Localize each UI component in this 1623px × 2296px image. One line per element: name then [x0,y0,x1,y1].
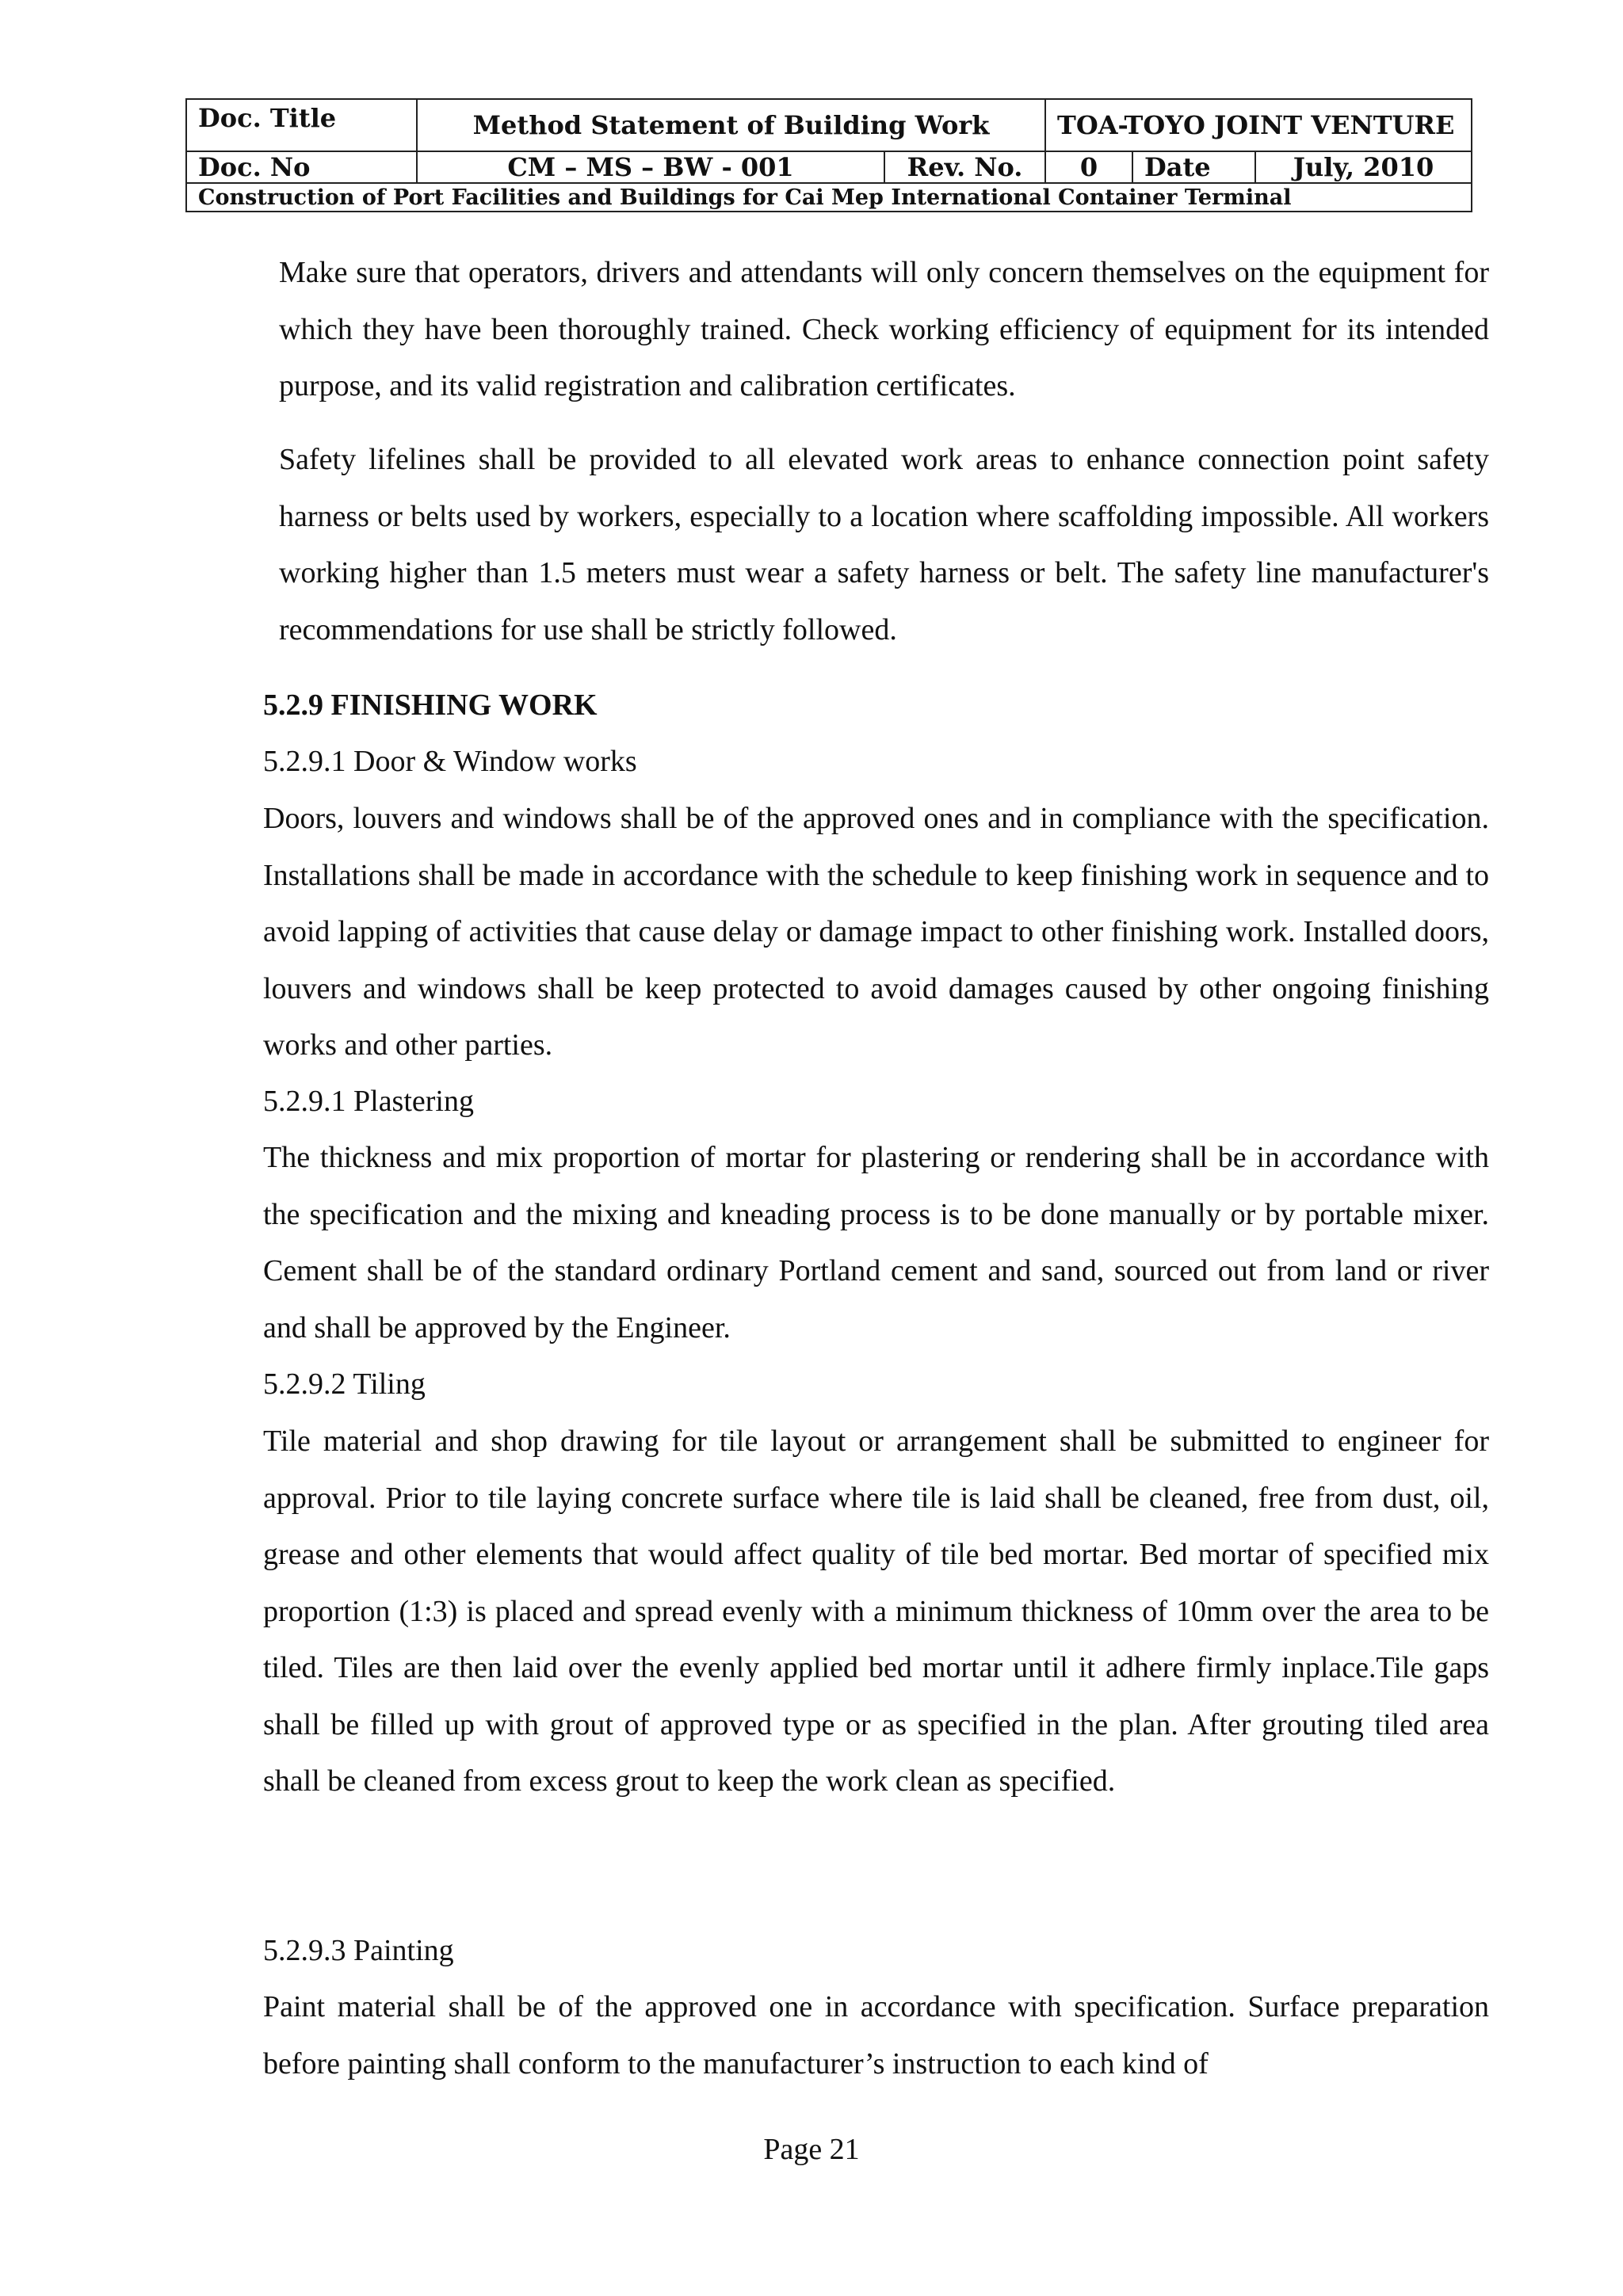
subheading-plastering: 5.2.9.1 Plastering [263,1085,474,1118]
paragraph-tiling: Tile material and shop drawing for tile layout or arrangement shall be submitted to engineer for approval. Prior to tile laying concrete surface where tile is laid shall be cleaned, free from dust, oil, grease and other elements that would affect quality of tile bed mortar. Bed mortar of specified mix proportion (1:3) is placed and spread evenly with a minimum thickness of 10mm over the area to be tiled. Tiles are then laid over the evenly applied bed mortar until it adhere firmly inplace.Tile gaps shall be filled up with grout of approved type or as specified in the plan. After grouting tiled area shall be cleaned from excess grout to keep the work clean as specified. [263,1425,1489,1798]
rev-no-value: 0 [1045,151,1132,183]
subheading-tiling: 5.2.9.2 Tiling [263,1367,426,1401]
page-number: Page 21 [763,2133,860,2166]
rev-no-label: Rev. No. [884,151,1045,183]
doc-title-label: Doc. Title [186,99,417,151]
subheading-door-window: 5.2.9.1 Door & Window works [263,745,637,778]
paragraph-plastering: The thickness and mix proportion of mortar for plastering or rendering shall be in accordance with the specification and the mixing and kneading process is to be done manually or by portable mixer. Cement shall be of the standard ordinary Portland cement and sand, sourced out from land or river and shall be approved by the Engineer. [263,1141,1489,1344]
doc-no-value: CM – MS – BW - 001 [417,151,884,183]
document-header-table [185,98,1472,212]
paragraph-equipment: Make sure that operators, drivers and attendants will only concern themselves on the equipment for which they have been thoroughly trained. Check working efficiency of equipment for its intended purpose, and its valid registration and calibration certificates. [279,256,1489,402]
date-value: July, 2010 [1255,151,1472,183]
paragraph-safety-lifelines: Safety lifelines shall be provided to all elevated work areas to enhance connection point safety harness or belts used by workers, especially to a location where scaffolding impossible. All workers working higher than 1.5 meters must wear a safety harness or belt. The safety line manufacturer's recommendations for use shall be strictly followed. [279,443,1489,646]
date-label: Date [1132,151,1255,183]
paragraph-door-window: Doors, louvers and windows shall be of the approved ones and in compliance with the specification. Installations shall be made in accordance with the schedule to keep finishing work in sequence and to avoid lapping of activities that cause delay or damage impact to other finishing work. Installed doors, louvers and windows shall be keep protected to avoid damages caused by other ongoing finishing works and other parties. [263,802,1489,1062]
subheading-painting: 5.2.9.3 Painting [263,1934,454,1967]
doc-title-value: Method Statement of Building Work [417,99,1045,151]
doc-no-label: Doc. No [186,151,417,183]
paragraph-painting: Paint material shall be of the approved one in accordance with specification. Surface preparation before painting shall conform to the manufacturer’s instruction to each kind of [263,1990,1489,2081]
section-heading-finishing-work: 5.2.9 FINISHING WORK [263,688,598,722]
project-title: Construction of Port Facilities and Buildings for Cai Mep International Container Terminal [186,183,1472,212]
company-name: TOA-TOYO JOINT VENTURE [1045,99,1472,151]
